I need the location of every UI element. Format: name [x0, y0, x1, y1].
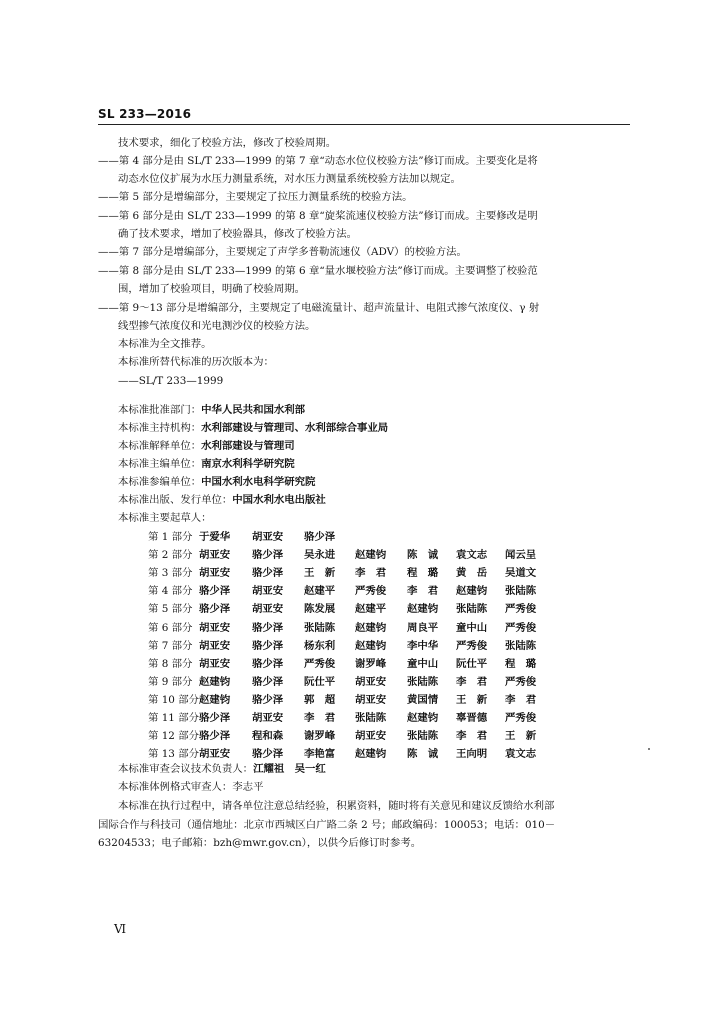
drafter-name: 胡亚安 — [252, 603, 284, 616]
drafter-name: 骆少泽 — [199, 603, 231, 616]
para-line: 围，增加了校验项目，明确了校验周期。 — [118, 283, 306, 295]
drafter-name: 程和森 — [252, 730, 284, 743]
drafter-name: 李中华 — [407, 639, 439, 652]
standard-code-header: SL 233—2016 — [98, 107, 192, 121]
drafter-name: 谢罗峰 — [304, 730, 336, 743]
drafter-name: 辜晋德 — [456, 712, 488, 724]
drafter-name: 胡亚安 — [355, 730, 387, 743]
para-line: ——第 9～13 部分是增编部分，主要规定了电磁流量计、超声流量计、电阻式掺气浓度仪、γ 射 — [98, 302, 540, 314]
drafter-name: 王 新 — [505, 730, 537, 743]
drafter-name: 张陆陈 — [456, 603, 488, 616]
drafter-name: 严秀俊 — [505, 603, 537, 616]
reviewer-label: 本标准体例格式审查人： — [118, 781, 233, 793]
closing-line: 本标准在执行过程中，请各单位注意总结经验，积累资料，随时将有关意见和建议反馈给水利部 — [118, 800, 555, 812]
drafter-name: 胡亚安 — [199, 621, 231, 634]
drafter-part: 第 4 部分 — [148, 585, 193, 598]
para-line: 本标准为全文推荐。 — [118, 338, 212, 350]
drafter-part: 第 1 部分 — [148, 531, 193, 543]
unit-value: 中华人民共和国水利部 — [201, 404, 306, 416]
drafter-name: 李 君 — [456, 675, 488, 688]
unit-value: 南京水利科学研究院 — [201, 458, 295, 470]
unit-value: 中国水利水电科学研究院 — [201, 476, 316, 488]
drafter-name: 郭 超 — [304, 693, 336, 706]
unit-value: 水利部建设与管理司、水利部综合事业局 — [201, 422, 389, 434]
drafter-name: 张陆陈 — [505, 585, 537, 598]
reviewer-label: 本标准审查会议技术负责人： — [118, 763, 254, 775]
drafter-name: 胡亚安 — [355, 675, 387, 688]
drafter-name: 童中山 — [456, 621, 488, 634]
drafter-name: 胡亚安 — [199, 639, 231, 652]
drafter-name: 胡亚安 — [252, 585, 284, 598]
drafter-part: 第 8 部分 — [148, 657, 193, 670]
drafter-name: 骆少泽 — [252, 621, 284, 634]
para-line: 本标准所替代标准的历次版本为： — [118, 356, 274, 368]
drafter-name: 袁文志 — [456, 549, 488, 562]
drafter-name: 严秀俊 — [456, 639, 488, 652]
drafter-name: 吴道文 — [505, 567, 537, 580]
drafter-name: 骆少泽 — [252, 549, 284, 562]
drafter-name: 王 新 — [304, 567, 336, 580]
drafter-name: 李 君 — [355, 567, 387, 580]
drafters-label: 本标准主要起草人： — [118, 512, 212, 524]
drafter-name: 严秀俊 — [355, 585, 387, 598]
drafter-name: 严秀俊 — [505, 621, 537, 634]
drafter-part: 第 9 部分 — [148, 675, 193, 688]
para-line: 技术要求，细化了校验方法，修改了校验周期。 — [118, 137, 337, 149]
drafter-name: 骆少泽 — [199, 730, 231, 743]
drafter-name: 童中山 — [407, 657, 439, 670]
drafter-name: 赵建钧 — [355, 621, 387, 634]
scan-speck — [648, 748, 650, 750]
unit-row — [118, 475, 315, 489]
drafter-name: 赵建钧 — [355, 549, 387, 562]
drafter-part: 第 7 部分 — [148, 639, 193, 652]
drafter-name: 赵建钧 — [407, 712, 439, 724]
drafter-name: 赵建平 — [355, 603, 387, 616]
unit-row — [118, 439, 295, 453]
unit-row — [118, 493, 326, 507]
drafter-name: 骆少泽 — [252, 657, 284, 670]
drafter-name: 程 璐 — [505, 657, 537, 670]
drafter-name: 胡亚安 — [199, 748, 231, 761]
drafter-name: 李 君 — [407, 585, 439, 598]
unit-label: 本标准主编单位： — [118, 458, 202, 470]
drafter-name: 李 君 — [505, 693, 537, 706]
unit-value: 中国水利水电出版社 — [232, 494, 326, 506]
drafter-name: 骆少泽 — [252, 693, 284, 706]
para-line: 线型掺气浓度仪和光电测沙仪的校验方法。 — [118, 320, 316, 332]
para-line: 动态水位仪扩展为水压力测量系统，对水压力测量系统校验方法加以规定。 — [118, 173, 461, 185]
unit-label: 本标准主持机构： — [118, 422, 202, 434]
drafter-name: 骆少泽 — [252, 748, 284, 761]
drafter-name: 赵建平 — [304, 585, 336, 598]
drafter-name: 陈 诚 — [407, 748, 439, 761]
drafter-name: 胡亚安 — [355, 693, 387, 706]
para-line: ——第 4 部分是由 SL/T 233—1999 的第 7 章“动态水位仪校验方法”修订而成。主要变化是将 — [98, 155, 538, 167]
closing-line: 国际合作与科技司（通信地址：北京市西城区白广路二条 2 号；邮政编码：100053；电话：010－ — [98, 819, 556, 831]
reviewer-value: 李志平 — [232, 781, 264, 793]
para-line: ——SL/T 233—1999 — [118, 375, 224, 387]
drafter-name: 张陆陈 — [355, 712, 387, 724]
drafter-name: 严秀俊 — [304, 657, 336, 670]
drafter-name: 李艳富 — [304, 748, 336, 761]
drafter-name: 赵建钧 — [355, 748, 387, 761]
drafter-name: 黄 岳 — [456, 567, 488, 580]
para-line: ——第 6 部分是由 SL/T 233—1999 的第 8 章“旋桨流速仪校验方法”修订而成。主要修改是明 — [98, 210, 538, 222]
para-line: 确了技术要求，增加了校验器具，修改了校验方法。 — [118, 228, 357, 240]
drafter-name: 骆少泽 — [252, 675, 284, 688]
drafter-name: 骆少泽 — [252, 639, 284, 652]
drafter-name: 骆少泽 — [252, 567, 284, 580]
drafter-name: 王向明 — [456, 748, 488, 761]
unit-row — [118, 403, 305, 417]
drafter-name: 赵建钧 — [199, 675, 231, 688]
drafter-name: 周良平 — [407, 621, 439, 634]
drafter-name: 张陆陈 — [407, 730, 439, 743]
header-rule — [98, 124, 630, 125]
drafter-name: 袁文志 — [505, 748, 537, 761]
reviewer-row — [118, 762, 326, 776]
drafter-name: 赵建钧 — [199, 693, 231, 706]
drafter-name: 阮仕平 — [456, 657, 488, 670]
drafter-part: 第 12 部分 — [148, 730, 199, 743]
unit-label: 本标准批准部门： — [118, 404, 202, 416]
drafter-name: 赵建钧 — [456, 585, 488, 598]
para-line: ——第 7 部分是增编部分，主要规定了声学多普勒流速仪（ADV）的校验方法。 — [98, 246, 467, 258]
drafter-name: 胡亚安 — [252, 531, 284, 543]
drafter-name: 严秀俊 — [505, 675, 537, 688]
drafter-name: 骆少泽 — [199, 585, 231, 598]
drafter-name: 谢罗峰 — [355, 657, 387, 670]
reviewer-row — [118, 780, 263, 794]
drafter-name: 张陆陈 — [304, 621, 336, 634]
drafter-name: 王 新 — [456, 693, 488, 706]
drafter-part: 第 13 部分 — [148, 748, 199, 761]
drafter-name: 陈 诚 — [407, 549, 439, 562]
para-line: ——第 5 部分是增编部分，主要规定了拉压力测量系统的校验方法。 — [98, 191, 413, 203]
drafter-name: 胡亚安 — [199, 549, 231, 562]
drafter-name: 阮仕平 — [304, 675, 336, 688]
drafter-part: 第 11 部分 — [148, 712, 199, 724]
drafter-part: 第 6 部分 — [148, 621, 193, 634]
unit-label: 本标准解释单位： — [118, 440, 202, 452]
drafter-part: 第 3 部分 — [148, 567, 193, 580]
drafter-name: 胡亚安 — [252, 712, 284, 724]
drafter-name: 骆少泽 — [304, 531, 336, 543]
drafter-part: 第 10 部分 — [148, 693, 199, 706]
drafter-name: 黄国情 — [407, 693, 439, 706]
drafter-name: 陈发展 — [304, 603, 336, 616]
drafter-name: 吴永进 — [304, 549, 336, 562]
reviewer-value: 江耀祖 吴一红 — [253, 763, 326, 775]
drafter-name: 胡亚安 — [199, 657, 231, 670]
para-line: ——第 8 部分是由 SL/T 233—1999 的第 6 章“量水堰校验方法”修订而成。主要调整了校验范 — [98, 265, 538, 277]
unit-row — [118, 421, 388, 435]
drafter-name: 赵建钧 — [407, 603, 439, 616]
drafter-name: 杨东利 — [304, 639, 336, 652]
drafter-part: 第 2 部分 — [148, 549, 193, 562]
closing-line: 63204533；电子邮箱：bzh@mwr.gov.cn），以供今后修订时参考。 — [98, 837, 422, 849]
drafter-name: 严秀俊 — [505, 712, 537, 724]
drafter-name: 李 君 — [304, 712, 336, 724]
drafter-part: 第 5 部分 — [148, 603, 193, 616]
page-number: Ⅵ — [114, 922, 127, 936]
drafter-name: 张陆陈 — [505, 639, 537, 652]
drafter-name: 程 璐 — [407, 567, 439, 580]
drafter-name: 胡亚安 — [199, 567, 231, 580]
drafter-name: 张陆陈 — [407, 675, 439, 688]
unit-value: 水利部建设与管理司 — [201, 440, 295, 452]
unit-label: 本标准出版、发行单位： — [118, 494, 233, 506]
unit-label: 本标准参编单位： — [118, 476, 202, 488]
drafter-name: 于爱华 — [199, 531, 231, 543]
drafter-name: 李 君 — [456, 730, 488, 743]
drafter-name: 赵建钧 — [355, 639, 387, 652]
drafter-name: 骆少泽 — [199, 712, 231, 724]
drafter-name: 闻云呈 — [505, 549, 537, 562]
unit-row — [118, 457, 295, 471]
